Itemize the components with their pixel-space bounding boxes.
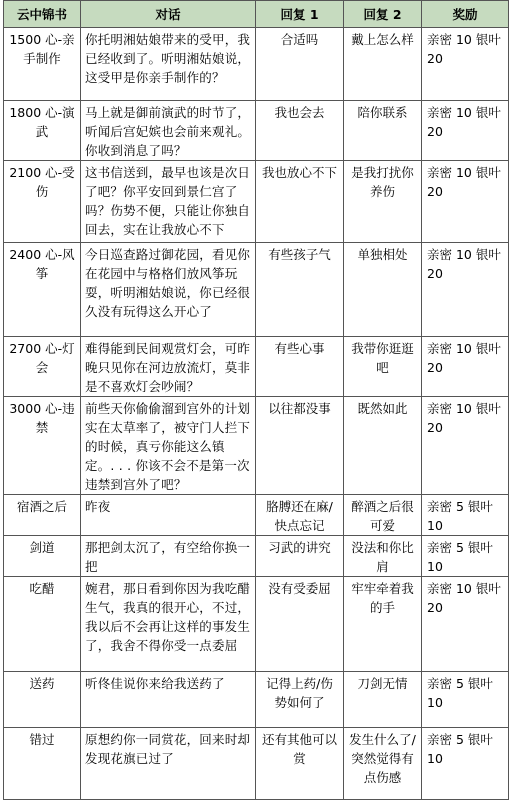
reply-1: 记得上药/伤势如何了 <box>256 672 344 728</box>
reply-2: 刀剑无情 <box>344 672 422 728</box>
dialogue-text: 那把剑太沉了，有空给你换一把 <box>81 536 256 577</box>
header-row <box>4 1 509 28</box>
table-row <box>4 495 509 536</box>
reply-1: 我也放心不下 <box>256 161 344 243</box>
reply-1: 有些孩子气 <box>256 243 344 337</box>
letter-name: 1500 心-亲手制作 <box>4 28 81 101</box>
dialogue-text: 原想约你一同赏花，回来时却发现花旗已过了 <box>81 728 256 800</box>
dialogue-text: 婉君，那日看到你因为我吃醋生气，我真的很开心，不过，我以后不会再让这样的事发生了，我舍不得你受一点委屈 <box>81 577 256 672</box>
reward: 亲密 10 银叶 20 <box>422 397 509 495</box>
reward: 亲密 10 银叶 20 <box>422 337 509 397</box>
header-reply-1: 回复 1 <box>256 1 344 28</box>
reward: 亲密 10 银叶 20 <box>422 161 509 243</box>
letters-table <box>3 0 509 800</box>
reply-2: 既然如此 <box>344 397 422 495</box>
letter-name: 2100 心-受伤 <box>4 161 81 243</box>
letter-name: 送药 <box>4 672 81 728</box>
reward: 亲密 10 银叶 20 <box>422 243 509 337</box>
letter-name: 3000 心-违禁 <box>4 397 81 495</box>
letter-name: 2400 心-风筝 <box>4 243 81 337</box>
dialogue-text: 今日巡查路过御花园，看见你在花园中与格格们放风筝玩耍，听明湘姑娘说，你已经很久没有玩得这么开心了 <box>81 243 256 337</box>
table-row <box>4 161 509 243</box>
reply-2: 单独相处 <box>344 243 422 337</box>
table-row <box>4 337 509 397</box>
reply-1: 合适吗 <box>256 28 344 101</box>
reply-2: 戴上怎么样 <box>344 28 422 101</box>
dialogue-text: 前些天你偷偷溜到宫外的计划实在太草率了，被守门人拦下的时候，真亏你能这么镇定。. . . 你该不会不是第一次违禁到宫外了吧？ <box>81 397 256 495</box>
reward: 亲密 5 银叶 10 <box>422 495 509 536</box>
reward: 亲密 10 银叶 20 <box>422 101 509 161</box>
dialogue-text: 听佟佳说你来给我送药了 <box>81 672 256 728</box>
reply-2: 醉酒之后很可爱 <box>344 495 422 536</box>
reply-2: 发生什么了/突然觉得有点伤感 <box>344 728 422 800</box>
letter-name: 2700 心-灯会 <box>4 337 81 397</box>
letter-name: 错过 <box>4 728 81 800</box>
reward: 亲密 5 银叶 10 <box>422 672 509 728</box>
header-letter: 云中锦书 <box>4 1 81 28</box>
dialogue-text: 马上就是御前演武的时节了，听闻后宫妃嫔也会前来观礼。你收到消息了吗？ <box>81 101 256 161</box>
reward: 亲密 5 银叶 10 <box>422 728 509 800</box>
reply-1: 还有其他可以赏 <box>256 728 344 800</box>
reward: 亲密 10 银叶 20 <box>422 577 509 672</box>
reply-1: 以往都没事 <box>256 397 344 495</box>
table-row <box>4 243 509 337</box>
table-row <box>4 728 509 800</box>
reply-2: 没法和你比肩 <box>344 536 422 577</box>
reward: 亲密 5 银叶 10 <box>422 536 509 577</box>
dialogue-text: 昨夜 <box>81 495 256 536</box>
reply-2: 我带你逛逛吧 <box>344 337 422 397</box>
table-row <box>4 101 509 161</box>
reply-1: 没有受委屈 <box>256 577 344 672</box>
reply-1: 有些心事 <box>256 337 344 397</box>
letter-name: 吃醋 <box>4 577 81 672</box>
dialogue-text: 这书信送到，最早也该是次日了吧？你平安回到景仁宫了吗？伤势不便，只能让你独自回去，实在让我放心不下 <box>81 161 256 243</box>
letter-name: 剑道 <box>4 536 81 577</box>
letter-name: 宿酒之后 <box>4 495 81 536</box>
table-row <box>4 577 509 672</box>
reply-2: 牢牢牵着我的手 <box>344 577 422 672</box>
reply-2: 是我打扰你养伤 <box>344 161 422 243</box>
table-row <box>4 536 509 577</box>
reply-1: 我也会去 <box>256 101 344 161</box>
reward: 亲密 10 银叶 20 <box>422 28 509 101</box>
reply-2: 陪你联系 <box>344 101 422 161</box>
table-row <box>4 397 509 495</box>
table-row <box>4 28 509 101</box>
table-row <box>4 672 509 728</box>
header-dialogue: 对话 <box>81 1 256 28</box>
reply-1: 胳膊还在麻/快点忘记 <box>256 495 344 536</box>
reply-1: 习武的讲究 <box>256 536 344 577</box>
dialogue-text: 你托明湘姑娘带来的受甲，我已经收到了。听明湘姑娘说，这受甲是你亲手制作的？ <box>81 28 256 101</box>
letter-name: 1800 心-演武 <box>4 101 81 161</box>
dialogue-text: 难得能到民间观赏灯会，可昨晚只见你在河边放流灯，莫非是不喜欢灯会吵闹？ <box>81 337 256 397</box>
header-reward: 奖励 <box>422 1 509 28</box>
header-reply-2: 回复 2 <box>344 1 422 28</box>
